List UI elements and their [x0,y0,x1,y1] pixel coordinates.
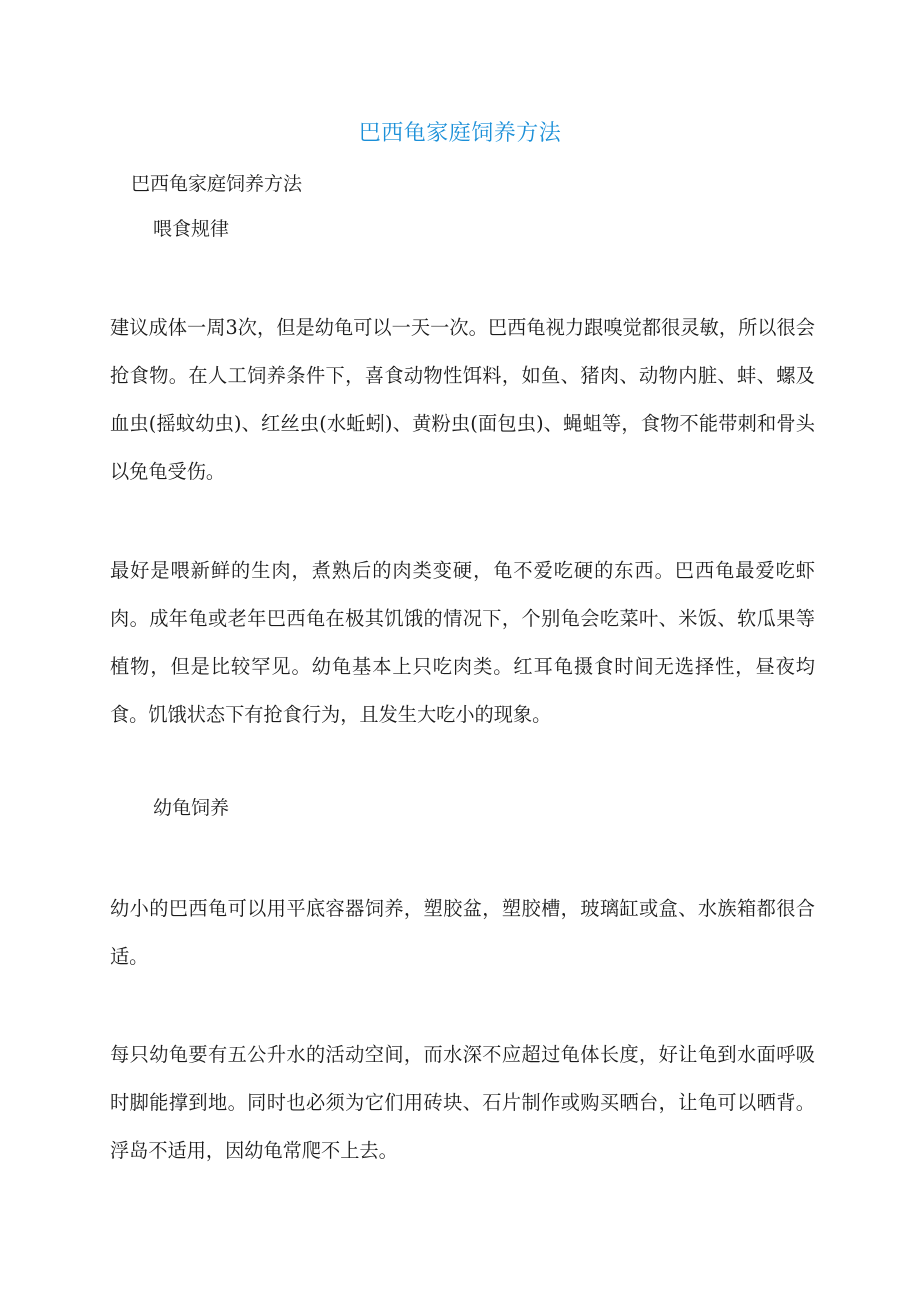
paragraph-feeding-1: 建议成体一周3次，但是幼龟可以一天一次。巴西龟视力跟嗅觉都很灵敏，所以很会抢食物。在人工饲养条件下，喜食动物性饵料，如鱼、猪肉、动物内脏、蚌、螺及血虫(摇蚊幼虫)、红丝虫(水蚯蚓)、黄粉虫(面包虫)、蝇蛆等，食物不能带刺和骨头以免龟受伤。 [110,316,815,483]
section-heading-feeding: 喂食规律 [153,218,230,240]
document-subtitle: 巴西龟家庭饲养方法 [131,173,303,195]
paragraph-juvenile-1: 幼小的巴西龟可以用平底容器饲养，塑胶盆，塑胶槽，玻璃缸或盒、水族箱都很合适。 [110,897,815,968]
paragraph-juvenile-2: 每只幼龟要有五公升水的活动空间，而水深不应超过龟体长度，好让龟到水面呼吸时脚能撑到地。同时也必须为它们用砖块、石片制作或购买晒台，让龟可以晒背。浮岛不适用，因幼龟常爬不上去。 [110,1043,815,1162]
paragraph-feeding-2: 最好是喂新鲜的生肉，煮熟后的肉类变硬，龟不爱吃硬的东西。巴西龟最爱吃虾肉。成年龟或老年巴西龟在极其饥饿的情况下，个别龟会吃菜叶、米饭、软瓜果等植物，但是比较罕见。幼龟基本上只吃肉类。红耳龟摄食时间无选择性，昼夜均食。饥饿状态下有抢食行为，且发生大吃小的现象。 [110,559,815,726]
section-heading-juvenile: 幼龟饲养 [153,797,230,819]
document-title: 巴西龟家庭饲养方法 [358,121,562,146]
